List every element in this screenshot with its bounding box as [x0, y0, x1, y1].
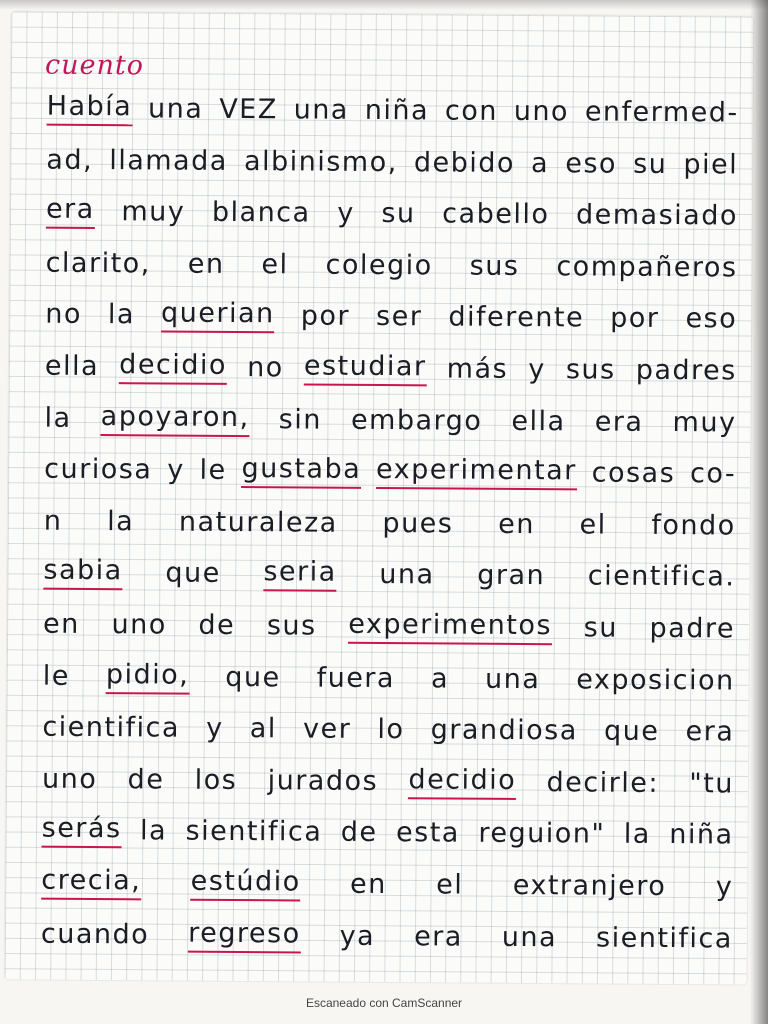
word: cientifica.: [587, 560, 736, 593]
underlined-word: estudiar: [304, 350, 427, 386]
word: n: [43, 505, 63, 537]
text-line: [47, 82, 739, 131]
text-line: [43, 649, 735, 698]
word: debido: [413, 146, 516, 179]
word: lo: [377, 714, 405, 746]
word: sin: [278, 403, 323, 436]
word: compañeros: [556, 251, 738, 284]
word: su: [381, 198, 416, 230]
text-line: [43, 546, 735, 595]
word: le: [199, 454, 227, 487]
word: muy: [121, 196, 186, 228]
underlined-word: decidio: [408, 764, 516, 800]
word: y: [715, 871, 734, 903]
text-line: [41, 907, 733, 956]
word: diferente: [448, 301, 585, 334]
word: era: [685, 716, 735, 748]
word: sus: [266, 610, 317, 642]
word: era: [414, 920, 464, 953]
word: ya: [339, 920, 376, 952]
word: en: [498, 508, 535, 540]
scan-top-shadow: [0, 0, 768, 10]
word: gran: [477, 560, 546, 592]
underlined-word: experimentar: [376, 454, 577, 490]
underlined-word: crecia,: [41, 865, 141, 901]
word: muy: [672, 406, 737, 439]
word: su: [583, 612, 618, 644]
word: extranjero: [512, 869, 667, 903]
text-line: [43, 598, 735, 647]
word: el: [436, 869, 464, 901]
underlined-word: querian: [161, 298, 275, 334]
text-line: [44, 391, 736, 440]
word: y: [528, 354, 546, 386]
word: sientifica: [595, 922, 733, 955]
word: blanca: [211, 197, 311, 229]
text-line: [46, 133, 738, 182]
word: fuera: [316, 662, 396, 694]
word: cientifica: [42, 711, 181, 744]
word: ella: [44, 350, 100, 383]
word: el: [261, 248, 289, 281]
word: llamada: [109, 144, 228, 177]
word: con: [444, 95, 499, 127]
scanner-watermark: Escaneado con CamScanner: [305, 996, 463, 1010]
text-line: [45, 340, 737, 389]
text-line: [44, 443, 736, 492]
text-line: [41, 856, 733, 905]
word: cosas: [591, 457, 676, 490]
word: ad,: [46, 144, 94, 176]
word: niña: [364, 94, 430, 127]
underlined-word: apoyaron,: [101, 401, 250, 437]
word: su: [633, 148, 668, 180]
word: de: [127, 764, 165, 796]
word: que: [165, 557, 221, 590]
word: uno: [111, 609, 167, 641]
word: ver: [302, 713, 352, 745]
word: por: [610, 303, 660, 335]
word: pues: [382, 507, 454, 540]
word: el: [579, 509, 607, 541]
word: en: [43, 608, 80, 640]
word: a: [531, 147, 550, 179]
underlined-word: era: [46, 194, 95, 229]
word: no: [45, 299, 83, 331]
underlined-word: estúdio: [191, 866, 301, 902]
word: curiosa: [44, 453, 153, 486]
word: padres: [635, 354, 737, 387]
text-line: [42, 752, 734, 801]
word: no: [247, 352, 284, 384]
word: y: [337, 197, 355, 230]
word: de: [198, 609, 236, 641]
underlined-word: seria: [263, 557, 337, 593]
word: eso: [685, 303, 738, 335]
underlined-word: decidio: [119, 349, 227, 385]
word: cuando: [40, 918, 150, 950]
word: en: [349, 868, 387, 901]
word: una: [148, 93, 204, 125]
text-line: [44, 494, 736, 543]
word: más: [446, 353, 509, 385]
word: sus: [565, 354, 616, 386]
word: y: [167, 454, 185, 486]
word: cabello: [442, 198, 550, 231]
scan-edge-shadow: [750, 0, 768, 1024]
word: ella: [511, 405, 566, 437]
text-line: [42, 701, 734, 750]
word: clarito,: [45, 247, 151, 280]
word: a: [430, 662, 450, 695]
word: sientifica: [185, 816, 323, 849]
underlined-word: regreso: [188, 917, 301, 953]
word: niña: [669, 819, 734, 851]
word: una: [501, 921, 558, 953]
word: la: [44, 402, 72, 434]
word: la: [623, 819, 651, 851]
word: decirle:: [546, 766, 660, 799]
word: colegio: [325, 249, 433, 282]
text-line: [46, 185, 738, 234]
underlined-word: sabia: [43, 555, 123, 591]
word: jurados: [267, 765, 379, 797]
word: embargo: [350, 404, 483, 437]
word: ser: [375, 301, 423, 333]
word: y: [206, 712, 224, 745]
word: fondo: [651, 509, 736, 542]
word: una: [379, 559, 435, 591]
word: los: [194, 764, 238, 796]
word: co-: [689, 458, 737, 490]
word: piel: [683, 148, 739, 181]
word: la: [107, 299, 136, 331]
word: le: [42, 660, 70, 692]
word: padre: [649, 612, 736, 645]
word: la: [107, 505, 135, 538]
word: eso: [565, 147, 618, 180]
word: esta: [395, 817, 461, 849]
word: uno: [41, 763, 98, 795]
word: VEZ: [219, 93, 278, 126]
word: una: [484, 663, 541, 695]
word: demasiado: [575, 199, 739, 232]
word: uno: [513, 95, 570, 128]
word: grandiosa: [430, 714, 578, 747]
text-line: [42, 804, 734, 853]
text-line: [45, 288, 737, 337]
word: era: [594, 406, 644, 438]
word: albinismo,: [243, 145, 398, 178]
word: sus: [469, 250, 520, 282]
word: que: [603, 715, 660, 748]
underlined-word: serás: [42, 813, 122, 849]
story-title: cuento: [44, 49, 145, 82]
underlined-word: pidio,: [106, 659, 190, 695]
word: la: [139, 815, 168, 847]
word: en: [187, 248, 225, 280]
word: de: [340, 817, 378, 849]
grid-paper-sheet: [5, 11, 754, 984]
underlined-word: gustaba: [241, 453, 361, 489]
word: enfermed-: [584, 96, 739, 129]
text-line: [46, 236, 738, 285]
word: reguion": [478, 818, 606, 850]
word: que: [225, 661, 281, 693]
word: naturaleza: [178, 506, 338, 539]
underlined-word: Había: [47, 91, 133, 127]
word: una: [293, 94, 350, 126]
word: exposicion: [576, 663, 735, 697]
word: al: [249, 713, 277, 745]
underlined-word: experimentos: [348, 609, 552, 645]
word: por: [300, 300, 351, 333]
word: "tu: [689, 767, 735, 800]
